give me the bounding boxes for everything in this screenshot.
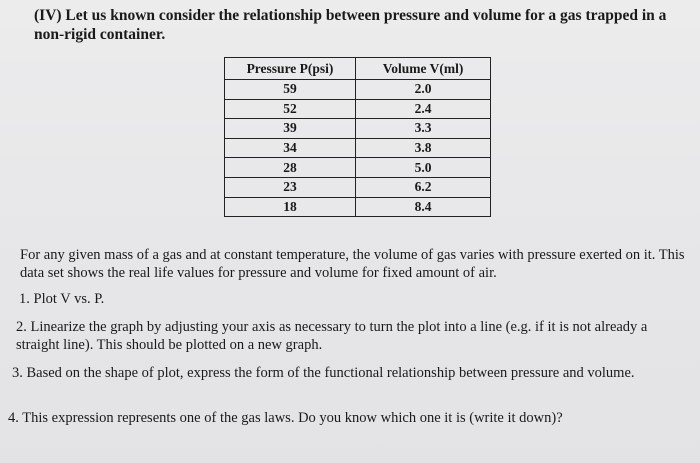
table-row (225, 158, 491, 178)
volume-cell: 8.4 (356, 197, 491, 217)
volume-cell: 2.4 (356, 99, 491, 119)
pressure-volume-table (224, 57, 491, 217)
intro-paragraph: For any given mass of a gas and at constant temperature, the volume of gas varies with pressure exerted on it. This data set shows the real life values for pressure and volume for fixed amount of air. (20, 247, 685, 281)
table-row (225, 99, 491, 119)
volume-cell: 6.2 (356, 177, 491, 197)
question-4: 4. This expression represents one of the gas laws. Do you know which one it is (write it down)? (8, 410, 563, 426)
pressure-cell: 34 (225, 138, 356, 158)
column-header-volume: Volume V(ml) (356, 58, 491, 80)
pressure-cell: 52 (225, 99, 356, 119)
table-row (225, 138, 491, 158)
pressure-cell: 23 (225, 177, 356, 197)
section-heading: (IV) Let us known consider the relationship between pressure and volume for a gas trapped in a non-rigid container. (34, 7, 667, 43)
volume-cell: 3.8 (356, 138, 491, 158)
volume-cell: 3.3 (356, 119, 491, 139)
question-1: 1. Plot V vs. P. (19, 291, 105, 307)
volume-cell: 5.0 (356, 158, 491, 178)
column-header-pressure: Pressure P(psi) (225, 58, 356, 80)
pressure-cell: 39 (225, 119, 356, 139)
pressure-cell: 28 (225, 158, 356, 178)
pressure-volume-table-container (224, 57, 491, 217)
table-row (225, 197, 491, 217)
table-row (225, 177, 491, 197)
pressure-cell: 18 (225, 197, 356, 217)
question-3: 3. Based on the shape of plot, express the form of the functional relationship between pressure and volume. (12, 365, 635, 381)
table-row (225, 119, 491, 139)
question-2: 2. Linearize the graph by adjusting your axis as necessary to turn the plot into a line (e.g. if it is not already a straight line). This should be plotted on a new graph. (16, 319, 648, 353)
volume-cell: 2.0 (356, 80, 491, 100)
table-row (225, 80, 491, 100)
table-header-row (225, 58, 491, 80)
pressure-cell: 59 (225, 80, 356, 100)
